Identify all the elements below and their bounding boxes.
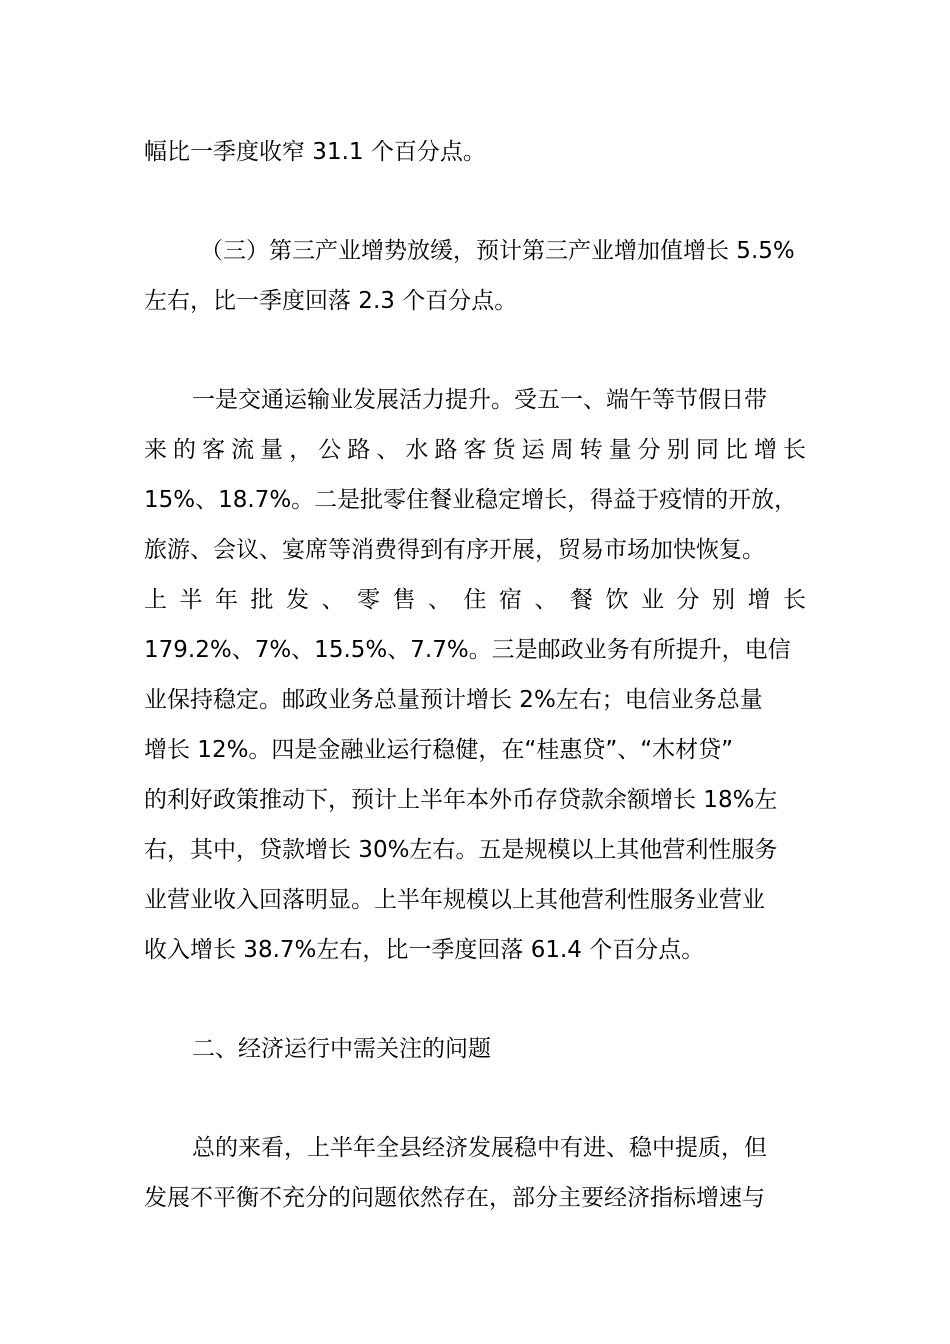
text-line: 增长 12%。四是金融业运行稳健，在“桂惠贷”、“木材贷” xyxy=(144,737,734,763)
text-line: 幅比一季度收窄 31.1 个百分点。 xyxy=(144,139,486,165)
section-heading-line: 二、经济运行中需关注的问题 xyxy=(192,1036,491,1062)
text-line: 业营业收入回落明显。上半年规模以上其他营利性服务业营业 xyxy=(144,887,765,913)
text-line: 上半年批发、零售、住宿、餐饮业分别增长 xyxy=(144,587,806,613)
text-line: 左右，比一季度回落 2.3 个百分点。 xyxy=(144,288,518,314)
text-line: 右，其中，贷款增长 30%左右。五是规模以上其他营利性服务 xyxy=(144,837,778,863)
text-line: 旅游、会议、宴席等消费得到有序开展，贸易市场加快恢复。 xyxy=(144,537,765,563)
text-line: 一是交通运输业发展活力提升。受五一、端午等节假日带 xyxy=(192,387,767,413)
text-line: 15%、18.7%。二是批零住餐业稳定增长，得益于疫情的开放， xyxy=(144,487,798,513)
text-line: 179.2%、7%、15.5%、7.7%。三是邮政业务有所提升，电信 xyxy=(144,637,791,663)
text-line: 发展不平衡不充分的问题依然存在，部分主要经济指标增速与 xyxy=(144,1185,765,1211)
text-line: 业保持稳定。邮政业务总量预计增长 2%左右；电信业务总量 xyxy=(144,687,763,713)
text-line: 来的客流量，公路、水路客货运周转量分别同比增长 xyxy=(144,437,806,463)
text-line: 总的来看，上半年全县经济发展稳中有进、稳中提质，但 xyxy=(192,1135,767,1161)
text-line: 收入增长 38.7%左右，比一季度回落 61.4 个百分点。 xyxy=(144,937,705,963)
text-line: 的利好政策推动下，预计上半年本外币存贷款余额增长 18%左 xyxy=(144,787,778,813)
section-heading-line: （三）第三产业增势放缓，预计第三产业增加值增长 5.5% xyxy=(200,238,795,264)
